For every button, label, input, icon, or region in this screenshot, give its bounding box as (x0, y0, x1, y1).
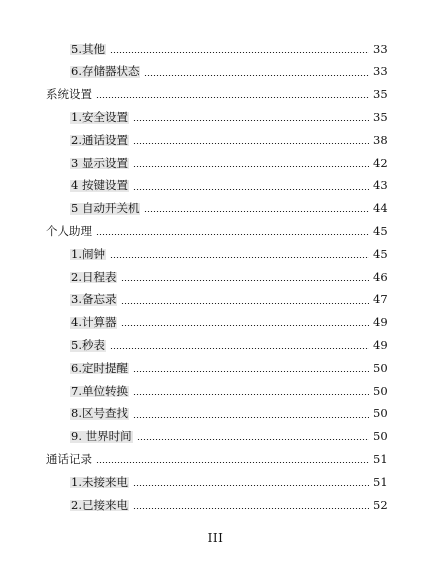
toc-entry-label: 6.定时提醒 (71, 360, 128, 375)
toc-entry-label: 3 显示设置 (71, 155, 128, 170)
toc-entry-page-number: 51 (373, 474, 388, 489)
toc-subsection-entry[interactable] (70, 129, 387, 152)
toc-entry-page-number: 49 (373, 338, 388, 352)
toc-leader-dots (144, 75, 369, 76)
toc-entry-page-number: 50 (373, 429, 388, 444)
toc-entry-label: 5.秒表 (71, 338, 105, 352)
toc-entry-label: 个人助理 (46, 224, 92, 239)
toc-leader-dots (96, 234, 369, 235)
toc-leader-dots (133, 417, 369, 418)
toc-entry-page-number: 44 (373, 201, 388, 216)
toc-entry-page-number: 50 (373, 406, 388, 421)
toc-leader-dots (133, 394, 369, 395)
table-of-contents (0, 38, 431, 517)
toc-subsection-entry[interactable] (70, 175, 387, 198)
toc-entry-label: 5.其他 (71, 41, 105, 56)
toc-entry-page-number: 46 (373, 269, 388, 284)
toc-entry-label: 7.单位转换 (71, 383, 128, 398)
page-number-footer: III (207, 531, 224, 545)
toc-entry-label: 2.已接来电 (71, 497, 128, 512)
toc-subsection-entry[interactable] (70, 266, 387, 289)
toc-entry-label: 系统设置 (46, 87, 92, 102)
toc-entry-label: 1.安全设置 (71, 110, 128, 125)
toc-leader-dots (133, 371, 369, 372)
toc-entry-page-number: 35 (373, 110, 388, 125)
toc-section-entry[interactable] (46, 220, 387, 243)
toc-subsection-entry[interactable] (70, 243, 387, 266)
toc-leader-dots (110, 348, 369, 349)
toc-entry-page-number: 51 (373, 451, 388, 466)
toc-entry-label: 2.日程表 (71, 269, 117, 284)
toc-leader-dots (96, 97, 369, 98)
toc-entry-label: 通话记录 (46, 451, 92, 466)
toc-entry-label: 4.计算器 (71, 315, 117, 330)
toc-subsection-entry[interactable] (70, 426, 387, 449)
toc-subsection-entry[interactable] (70, 106, 387, 129)
toc-subsection-entry[interactable] (70, 61, 387, 84)
toc-entry-label: 9. 世界时间 (71, 429, 132, 444)
toc-leader-dots (144, 211, 369, 212)
toc-entry-page-number: 35 (373, 87, 388, 102)
toc-entry-page-number: 33 (373, 41, 388, 56)
toc-leader-dots (133, 485, 369, 486)
toc-leader-dots (133, 143, 369, 144)
toc-leader-dots (133, 508, 369, 509)
toc-entry-label: 4 按键设置 (71, 178, 128, 193)
toc-entry-page-number: 33 (373, 64, 388, 79)
toc-entry-label: 2.通话设置 (71, 132, 128, 147)
toc-subsection-entry[interactable] (70, 334, 387, 357)
toc-subsection-entry[interactable] (70, 403, 387, 426)
toc-subsection-entry[interactable] (70, 380, 387, 403)
toc-subsection-entry[interactable] (70, 357, 387, 380)
toc-leader-dots (121, 280, 369, 281)
toc-entry-page-number: 47 (373, 292, 388, 307)
toc-entry-page-number: 49 (373, 315, 388, 330)
toc-entry-label: 8.区号查找 (71, 406, 128, 421)
toc-entry-label: 1.闹钟 (71, 246, 105, 261)
toc-leader-dots (137, 439, 369, 440)
toc-subsection-entry[interactable] (70, 312, 387, 335)
toc-subsection-entry[interactable] (70, 289, 387, 312)
toc-entry-page-number: 38 (373, 132, 388, 147)
toc-entry-label: 6.存储器状态 (71, 64, 140, 79)
toc-entry-page-number: 43 (373, 178, 388, 193)
toc-entry-label: 5 自动开关机 (71, 201, 140, 216)
toc-leader-dots (133, 120, 369, 121)
toc-subsection-entry[interactable] (70, 152, 387, 175)
toc-section-entry[interactable] (46, 448, 387, 471)
toc-entry-page-number: 45 (373, 224, 388, 239)
toc-entry-page-number: 52 (373, 497, 388, 512)
toc-leader-dots (110, 52, 369, 53)
toc-entry-page-number: 50 (373, 360, 388, 375)
toc-subsection-entry[interactable] (70, 198, 387, 221)
toc-entry-page-number: 50 (373, 383, 388, 398)
toc-leader-dots (133, 166, 369, 167)
toc-leader-dots (96, 462, 369, 463)
toc-entry-page-number: 45 (373, 246, 388, 261)
toc-subsection-entry[interactable] (70, 471, 387, 494)
toc-leader-dots (133, 189, 369, 190)
toc-leader-dots (121, 325, 369, 326)
toc-section-entry[interactable] (46, 84, 387, 107)
toc-entry-page-number: 42 (373, 155, 388, 170)
toc-subsection-entry[interactable] (70, 38, 387, 61)
toc-leader-dots (110, 257, 369, 258)
toc-leader-dots (121, 303, 369, 304)
toc-entry-label: 1.未接来电 (71, 474, 128, 489)
toc-subsection-entry[interactable] (70, 494, 387, 517)
toc-entry-label: 3.备忘录 (71, 292, 117, 307)
